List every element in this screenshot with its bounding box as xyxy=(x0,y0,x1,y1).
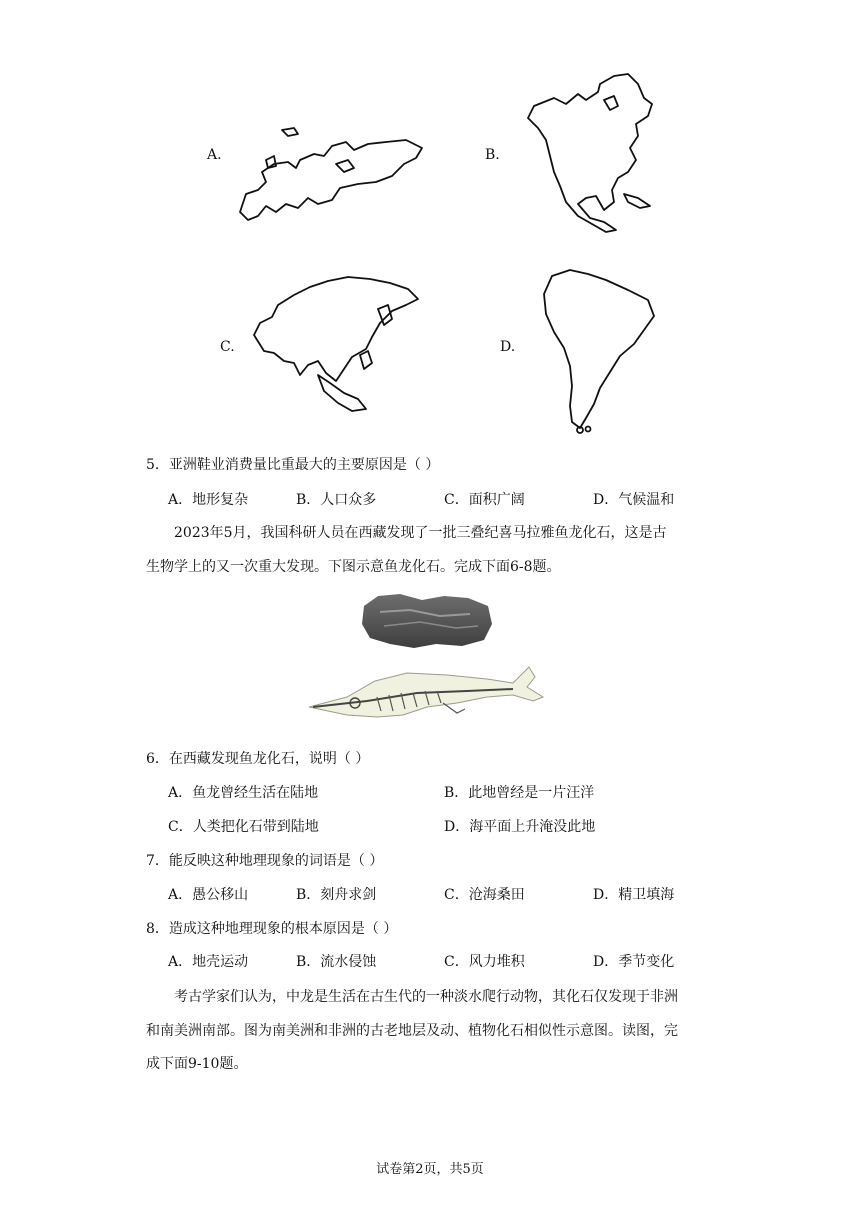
q6-option-b: B．此地曾经是一片汪洋 xyxy=(444,785,595,801)
passage-1-line-1: 2023年5月，我国科研人员在西藏发现了一批三叠纪喜马拉雅鱼龙化石，这是古 xyxy=(174,525,667,541)
q7-option-b: B．刻舟求剑 xyxy=(296,887,377,903)
question-8-stem: 8．造成这种地理现象的根本原因是（ ） xyxy=(146,921,398,937)
passage-2-line-2: 和南美洲南部。图为南美洲和非洲的古老地层及动、植物化石相似性示意图。读图，完 xyxy=(146,1023,678,1039)
page-footer: 试卷第2页，共5页 xyxy=(376,1162,484,1177)
passage-1-line-2: 生物学上的又一次重大发现。下图示意鱼龙化石。完成下面6-8题。 xyxy=(146,559,561,575)
asia-map xyxy=(248,265,423,415)
q6-option-a: A．鱼龙曾经生活在陆地 xyxy=(168,785,319,801)
q8-option-d: D．季节变化 xyxy=(593,954,675,970)
q5-option-d: D．气候温和 xyxy=(593,492,675,508)
q6-option-c: C．人类把化石带到陆地 xyxy=(168,819,319,835)
q8-option-c: C．风力堆积 xyxy=(444,954,525,970)
q5-option-b: B．人口众多 xyxy=(296,492,377,508)
q7-option-c: C．沧海桑田 xyxy=(444,887,525,903)
q5-option-c: C．面积广阔 xyxy=(444,492,525,508)
q6-option-d: D．海平面上升淹没此地 xyxy=(444,819,596,835)
north-america-map xyxy=(520,70,670,235)
q7-option-d: D．精卫填海 xyxy=(593,887,675,903)
q5-option-a: A．地形复杂 xyxy=(168,492,249,508)
question-5-stem: 5．亚洲鞋业消费量比重最大的主要原因是（ ） xyxy=(146,457,440,473)
europe-map xyxy=(236,124,426,224)
map-c-label: C. xyxy=(220,339,235,355)
map-d-label: D. xyxy=(500,339,516,355)
map-b-label: B. xyxy=(485,147,500,163)
fossil-rock-image xyxy=(360,592,495,650)
q8-option-b: B．流水侵蚀 xyxy=(296,954,377,970)
south-america-map xyxy=(540,268,660,438)
map-a-label: A. xyxy=(207,147,222,163)
q7-option-a: A．愚公移山 xyxy=(168,887,249,903)
passage-2-line-1: 考古学家们认为，中龙是生活在古生代的一种淡水爬行动物，其化石仅发现于非洲 xyxy=(174,989,678,1005)
passage-2-line-3: 成下面9-10题。 xyxy=(146,1056,248,1072)
ichthyosaur-skeleton-image xyxy=(307,657,552,722)
question-7-stem: 7．能反映这种地理现象的词语是（ ） xyxy=(146,853,384,869)
q8-option-a: A．地壳运动 xyxy=(168,954,249,970)
question-6-stem: 6．在西藏发现鱼龙化石，说明（ ） xyxy=(146,751,370,767)
